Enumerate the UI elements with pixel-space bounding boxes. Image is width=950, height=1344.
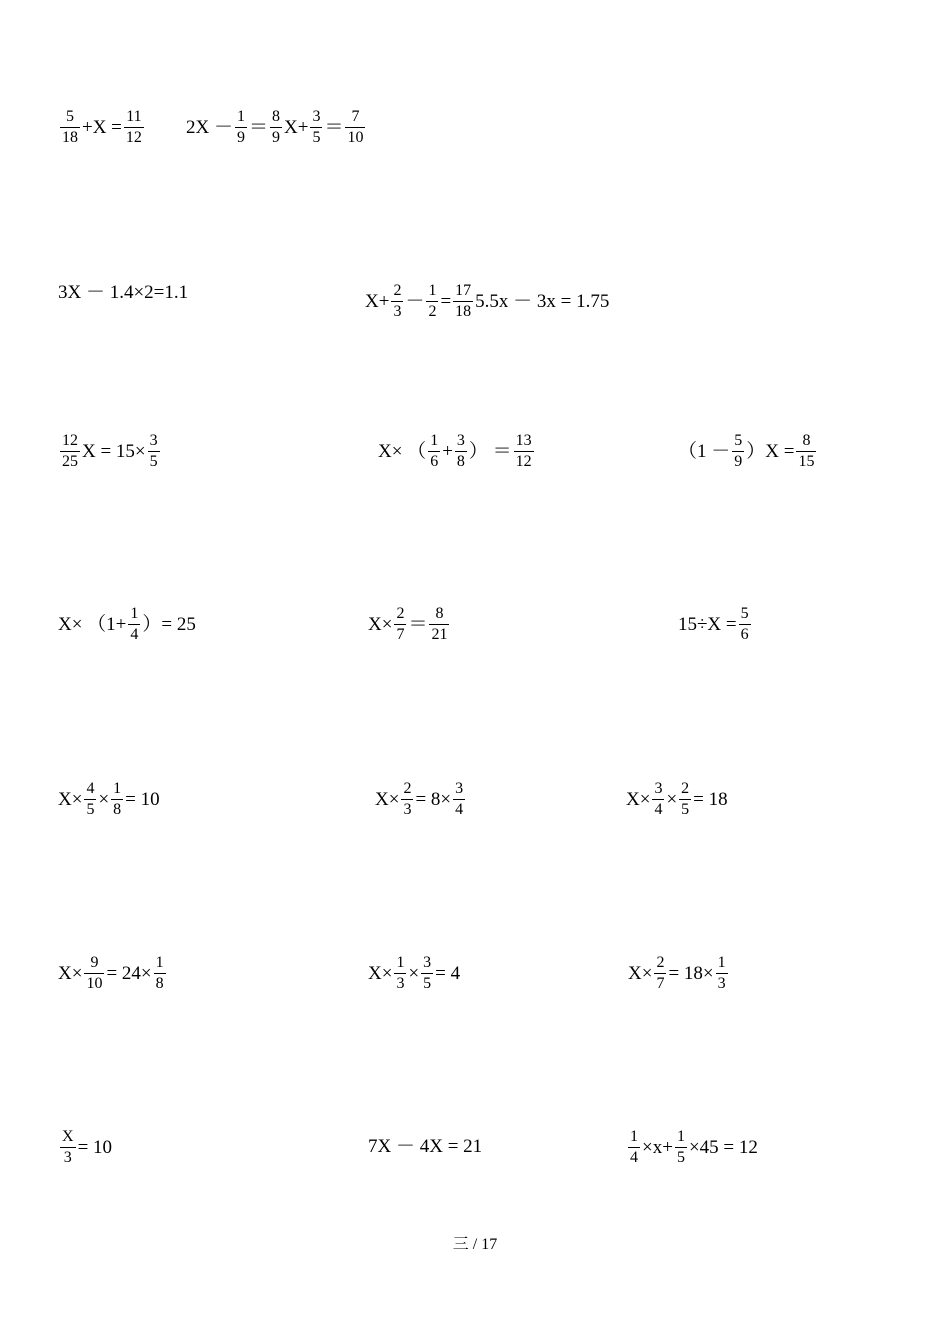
fraction-denominator: 3 <box>403 800 412 818</box>
fraction-denominator: 3 <box>63 1148 72 1166</box>
fraction-numerator: 1 <box>111 780 123 800</box>
fraction-numerator: 1 <box>716 954 728 974</box>
equation <box>368 1136 482 1156</box>
equation-text: 7X － 4X = 21 <box>368 1136 483 1158</box>
fraction <box>154 954 166 993</box>
fraction-numerator: 4 <box>84 780 96 800</box>
fraction-numerator: 7 <box>345 108 365 128</box>
equation <box>368 605 451 644</box>
fraction <box>429 605 449 644</box>
fraction-numerator: 8 <box>796 432 816 452</box>
page-number: 三 / 17 <box>452 1236 498 1253</box>
fraction <box>60 108 80 147</box>
equation <box>365 282 609 321</box>
equation-text: X× <box>58 788 83 810</box>
fraction-numerator: 2 <box>654 954 666 974</box>
equation <box>58 1128 112 1167</box>
equation <box>58 282 188 302</box>
fraction-denominator: 4 <box>630 1148 638 1166</box>
equation-text: × <box>666 788 678 810</box>
equation-text: = 18× <box>668 962 714 984</box>
equation <box>186 108 367 147</box>
fraction <box>124 108 144 147</box>
fraction-numerator: 3 <box>652 780 664 800</box>
equation <box>378 432 536 471</box>
equation-text: X× （1+ <box>58 613 127 635</box>
equation-text: ＝ <box>248 116 268 138</box>
fraction <box>453 282 473 321</box>
fraction-denominator: 15 <box>798 452 815 470</box>
equation-text: X× <box>58 962 83 984</box>
fraction-denominator: 21 <box>431 625 448 643</box>
equation-text: ＝ <box>324 116 344 138</box>
equation-text: = 4 <box>435 962 461 984</box>
equation-text: ） ＝ <box>468 440 512 462</box>
fraction <box>394 605 406 644</box>
fraction-denominator: 4 <box>654 800 663 818</box>
fraction-numerator: 1 <box>675 1128 687 1148</box>
fraction <box>654 954 666 993</box>
fraction-denominator: 9 <box>236 128 245 146</box>
equation-text: × <box>98 788 110 810</box>
fraction-denominator: 5 <box>149 452 158 470</box>
equation-text: = 10 <box>77 1136 113 1158</box>
fraction <box>235 108 247 147</box>
fraction-denominator: 5 <box>312 128 321 146</box>
fraction-numerator: 13 <box>514 432 534 452</box>
fraction-denominator: 3 <box>396 974 405 992</box>
fraction <box>111 780 123 819</box>
fraction-numerator: 5 <box>60 108 80 128</box>
equation-text: X+ <box>365 290 390 312</box>
equation <box>626 780 728 819</box>
fraction-numerator: 3 <box>453 780 465 800</box>
equation-text: 5.5x － 3x = 1.75 <box>475 290 610 312</box>
fraction <box>148 432 160 471</box>
fraction-numerator: 1 <box>394 954 406 974</box>
equation-text: X+ <box>284 116 309 138</box>
equation <box>626 1128 758 1167</box>
fraction-numerator: 2 <box>679 780 691 800</box>
fraction-denominator: 5 <box>86 800 95 818</box>
fraction-denominator: 8 <box>155 974 164 992</box>
equation-text: （1 － <box>678 440 731 462</box>
equation-text: － <box>405 290 425 312</box>
fraction-denominator: 7 <box>656 974 665 992</box>
fraction-denominator: 7 <box>396 625 405 643</box>
equation-text: ）X = <box>746 440 795 462</box>
equation-text: = 8× <box>415 788 452 810</box>
fraction <box>514 432 534 471</box>
fraction <box>739 605 751 644</box>
equation-text: ）= 25 <box>142 613 196 635</box>
equation-text: × <box>408 962 420 984</box>
fraction-denominator: 18 <box>455 302 472 320</box>
equation-text: X× <box>628 962 653 984</box>
fraction-denominator: 6 <box>430 452 439 470</box>
fraction <box>453 780 465 819</box>
equation <box>58 432 162 471</box>
fraction-numerator: 2 <box>391 282 403 302</box>
fraction <box>716 954 728 993</box>
equation <box>628 954 730 993</box>
equation-text: X× <box>626 788 651 810</box>
fraction-numerator: 3 <box>421 954 433 974</box>
equation-text: X× （ <box>378 440 427 462</box>
fraction-denominator: 12 <box>515 452 532 470</box>
fraction-denominator: 2 <box>428 302 437 320</box>
fraction-denominator: 3 <box>717 974 726 992</box>
equation <box>58 108 146 147</box>
equation-text: = 24× <box>106 962 152 984</box>
equation-text: X = 15× <box>82 440 146 462</box>
fraction-numerator: 8 <box>270 108 282 128</box>
fraction-denominator: 8 <box>113 800 122 818</box>
fraction <box>345 108 365 147</box>
fraction-denominator: 8 <box>456 452 465 470</box>
fraction-denominator: 9 <box>734 452 743 470</box>
equation <box>368 954 460 993</box>
fraction-denominator: 12 <box>125 128 142 146</box>
fraction <box>428 432 440 471</box>
fraction <box>84 780 96 819</box>
fraction <box>675 1128 687 1167</box>
fraction-denominator: 18 <box>62 128 78 146</box>
fraction <box>310 108 322 147</box>
fraction-numerator: 17 <box>453 282 473 302</box>
fraction <box>732 432 744 471</box>
equation-text: = <box>440 290 452 312</box>
fraction-numerator: 2 <box>401 780 413 800</box>
fraction-denominator: 9 <box>272 128 280 146</box>
fraction <box>796 432 816 471</box>
fraction-denominator: 3 <box>393 302 402 320</box>
fraction-numerator: 3 <box>148 432 160 452</box>
fraction-denominator: 5 <box>423 974 432 992</box>
fraction-denominator: 10 <box>347 128 364 146</box>
equation-text: = 10 <box>125 788 160 810</box>
fraction <box>391 282 403 321</box>
equation <box>678 432 818 471</box>
fraction-numerator: 5 <box>732 432 744 452</box>
fraction-numerator: 9 <box>84 954 104 974</box>
fraction-numerator: 1 <box>154 954 166 974</box>
fraction-numerator: 2 <box>394 605 406 625</box>
equation <box>58 780 160 819</box>
fraction-numerator: 1 <box>428 432 440 452</box>
fraction-numerator: 1 <box>426 282 438 302</box>
fraction <box>128 605 140 644</box>
fraction-numerator: 1 <box>628 1128 640 1148</box>
fraction <box>401 780 413 819</box>
fraction <box>394 954 406 993</box>
equation-text: X× <box>368 962 393 984</box>
fraction <box>421 954 433 993</box>
equation-text: 15÷X = <box>678 613 737 635</box>
fraction <box>270 108 282 147</box>
fraction-denominator: 6 <box>740 625 749 643</box>
fraction-denominator: 4 <box>455 800 464 818</box>
fraction-numerator: X <box>60 1128 76 1148</box>
equation-text: + <box>442 440 453 462</box>
equation-text: 3X － 1.4×2=1.1 <box>58 282 189 304</box>
fraction <box>60 432 80 471</box>
equation <box>58 605 196 644</box>
fraction-denominator: 25 <box>62 452 78 470</box>
equation-text: 2X － <box>186 116 233 138</box>
fraction-numerator: 3 <box>455 432 467 452</box>
equation-text: ×45 = 12 <box>688 1136 758 1158</box>
equation <box>58 954 168 993</box>
equation-text: ＝ <box>408 613 428 635</box>
fraction <box>60 1128 76 1167</box>
fraction <box>628 1128 640 1167</box>
fraction-denominator: 5 <box>681 800 690 818</box>
equation-text: +X = <box>82 116 122 138</box>
equation <box>678 605 753 644</box>
equation <box>375 780 467 819</box>
fraction-numerator: 8 <box>429 605 449 625</box>
fraction-denominator: 4 <box>130 625 139 643</box>
fraction-numerator: 1 <box>235 108 247 128</box>
fraction-numerator: 12 <box>60 432 80 452</box>
fraction <box>652 780 664 819</box>
fraction-numerator: 5 <box>739 605 751 625</box>
fraction <box>679 780 691 819</box>
equation-text: ×x+ <box>642 1136 673 1158</box>
fraction-numerator: 3 <box>310 108 322 128</box>
equation-text: X× <box>368 613 393 635</box>
fraction-denominator: 10 <box>86 974 103 992</box>
fraction <box>84 954 104 993</box>
fraction-denominator: 5 <box>676 1148 685 1166</box>
equation-text: = 18 <box>693 788 728 810</box>
fraction <box>455 432 467 471</box>
equation-text: X× <box>375 788 400 810</box>
fraction <box>426 282 438 321</box>
fraction-numerator: 1 <box>128 605 140 625</box>
fraction-numerator: 11 <box>124 108 144 128</box>
